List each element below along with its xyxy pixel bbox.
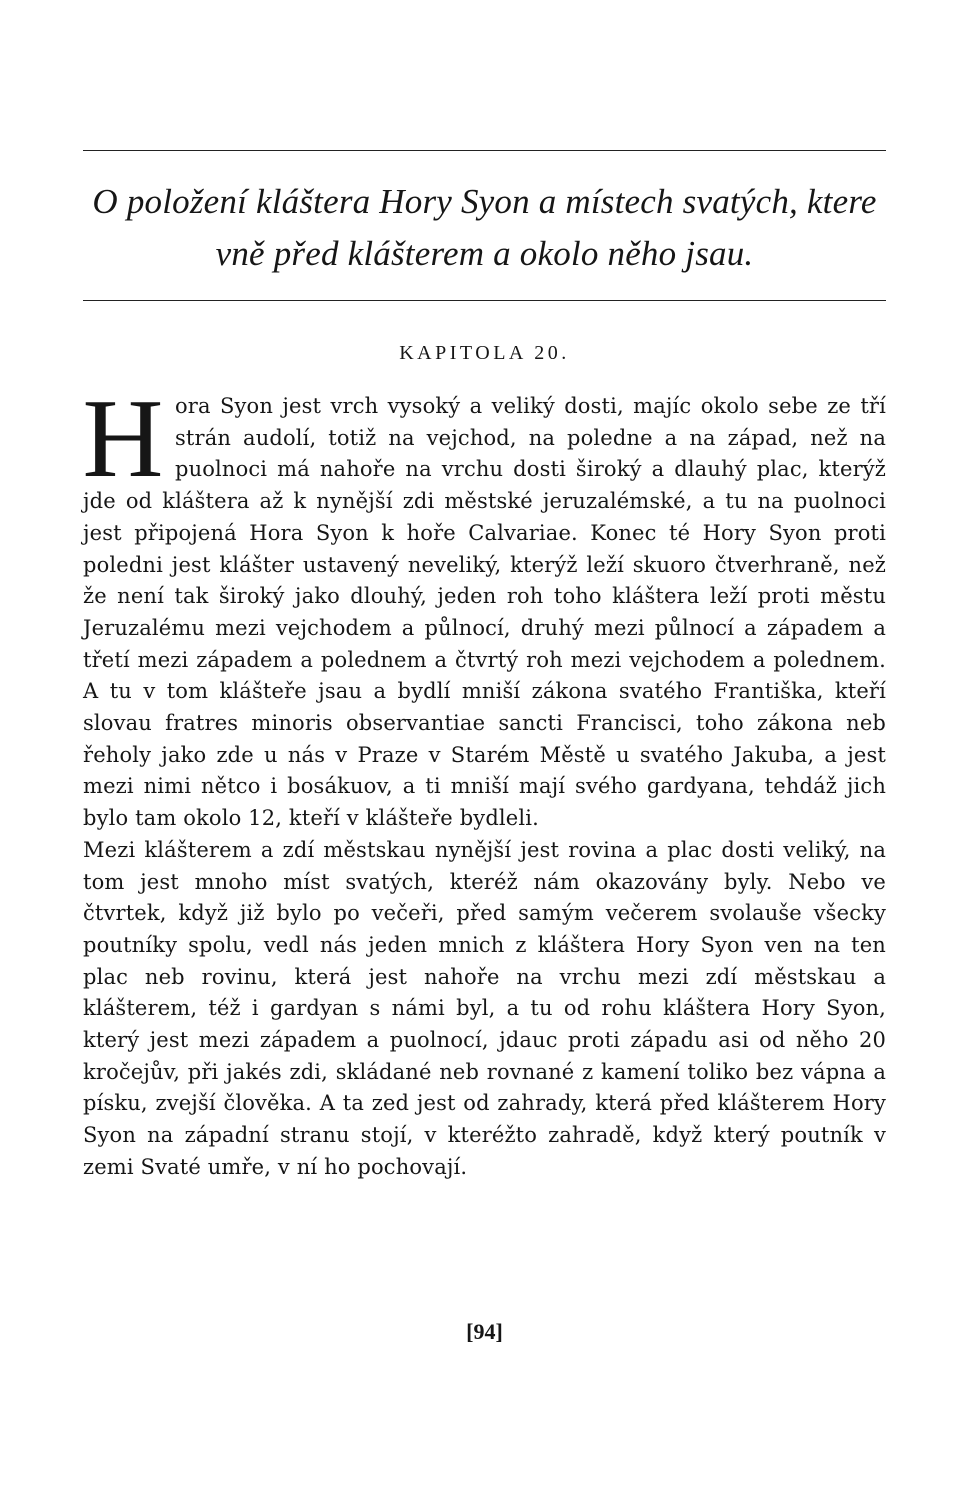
page-number: [94] [466, 1319, 503, 1344]
paragraph-2: Mezi klášterem a zdí městskau nynější jest rovina a plac dosti veliký, na tom jest mnoho míst svatých, kteréž nám okazovány byly. Nebo ve čtvrtek, když již bylo po večeři, před samým večerem svolauše všecky poutníky spolu, vedl nás jeden mnich z kláštera Hory Syon ven na ten plac neb rovinu, která jest nahoře na vrchu mezi zdí městskau a klášterem, též i gardyan s námi byl, a tu od rohu kláštera Hory Syon, který jest mezi západem a puolnocí, jdauc proti západu asi od něho 20 kročejův, při jakés zdi, skládané neb rovnané z kamení toliko bez vápna a písku, zvejší člověka. A ta zed jest od zahrady, která před klášterem Hory Syon na západní stranu stojí, v kteréžto zahradě, když který poutník v zemi Svaté umře, v ní ho pochovají. [83, 837, 886, 1179]
drop-cap: H [82, 377, 164, 501]
paragraph-1 [82, 377, 886, 835]
heading-line-2: vně před klášterem a okolo něho jsau. [215, 234, 754, 273]
heading-line-1: O položení kláštera Hory Syon a místech svatých, ktere [92, 182, 877, 221]
chapter-heading [83, 176, 886, 280]
top-rule [83, 150, 886, 151]
book-page [83, 0, 886, 1497]
body-text [82, 377, 886, 1184]
chapter-label: KAPITOLA 20. [399, 342, 570, 364]
bottom-rule [83, 300, 886, 301]
paragraph-1-text: ora Syon jest vrch vysoký a veliký dosti, majíc okolo sebe ze tří strán audolí, totiž na vejchod, na poledne a na západ, než na puolnoci má nahoře na vrchu dosti široký a dlauhý plac, kterýž jde od kláštera až k nynější zdi městské jeruzalémské, a tu na puolnoci jest připojená Hora Syon k hoře Calvariae. Konec té Hory Syon proti poledni jest klášter ustavený neveliký, kterýž leží skuoro čtverhraně, než že není tak široký jako dlouhý, jeden roh toho kláštera leží proti městu Jeruzalému mezi vejchodem a půlnocí, druhý mezi půlnocí a západem a třetí mezi západem a polednem a čtvrtý roh mezi vejchodem a polednem. A tu v tom klášteře jsau a bydlí mniší zákona svatého Františka, kteří slovau fratres minoris observantiae sancti Francisci, toho zákona neb řeholy jako zde u nás v Praze v Starém Městě u svatého Jakuba, a jest mezi nimi nětco i bosákuov, a ti mniší mají svého gardyana, tehdáž jich bylo tam okolo 12, kteří v klášteře bydleli. [83, 394, 886, 831]
